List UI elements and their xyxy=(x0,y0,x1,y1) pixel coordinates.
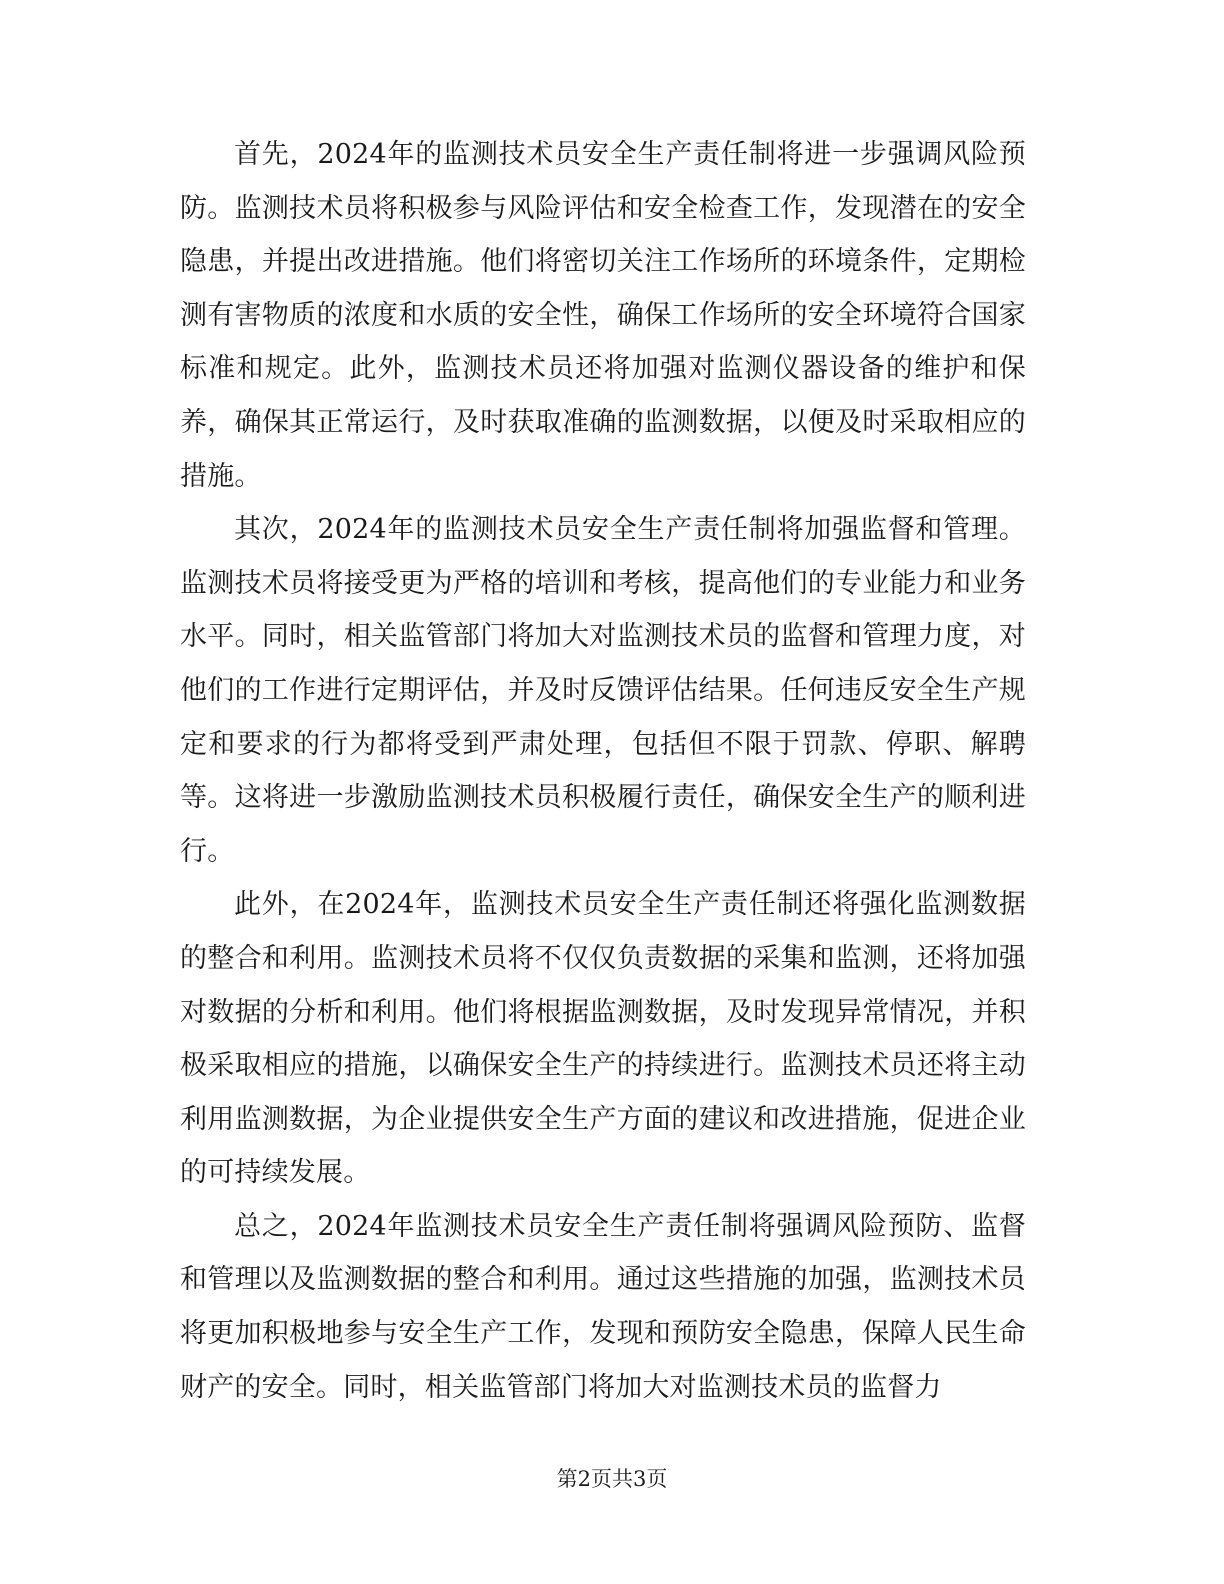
paragraph-data-integration: 此外，在2024年，监测技术员安全生产责任制还将强化监测数据的整合和利用。监测技术员将不仅仅负责数据的采集和监测，还将加强对数据的分析和利用。他们将根据监测数据，及时发现异常情况，并积极采取相应的措施，以确保安全生产的持续进行。监测技术员还将主动利用监测数据，为企业提供安全生产方面的建议和改进措施，促进企业的可持续发展。 xyxy=(180,889,1026,1189)
document-body xyxy=(180,128,1026,1414)
paragraph-risk-prevention: 首先，2024年的监测技术员安全生产责任制将进一步强调风险预防。监测技术员将积极参与风险评估和安全检查工作，发现潜在的安全隐患，并提出改进措施。他们将密切关注工作场所的环境条件，定期检测有害物质的浓度和水质的安全性，确保工作场所的安全环境符合国家标准和规定。此外，监测技术员还将加强对监测仪器设备的维护和保养，确保其正常运行，及时获取准确的监测数据，以便及时采取相应的措施。 xyxy=(180,139,1026,492)
page-number-footer: 第2页共3页 xyxy=(556,1467,668,1491)
paragraph-summary: 总之，2024年监测技术员安全生产责任制将强调风险预防、监督和管理以及监测数据的整合和利用。通过这些措施的加强，监测技术员将更加积极地参与安全生产工作，发现和预防安全隐患，保障人民生命财产的安全。同时，相关监管部门将加大对监测技术员的监督力 xyxy=(180,1210,1026,1403)
paragraph-supervision: 其次，2024年的监测技术员安全生产责任制将加强监督和管理。监测技术员将接受更为严格的培训和考核，提高他们的专业能力和业务水平。同时，相关监管部门将加大对监测技术员的监督和管理力度，对他们的工作进行定期评估，并及时反馈评估结果。任何违反安全生产规定和要求的行为都将受到严肃处理，包括但不限于罚款、停职、解聘等。这将进一步激励监测技术员积极履行责任，确保安全生产的顺利进行。 xyxy=(180,514,1026,867)
